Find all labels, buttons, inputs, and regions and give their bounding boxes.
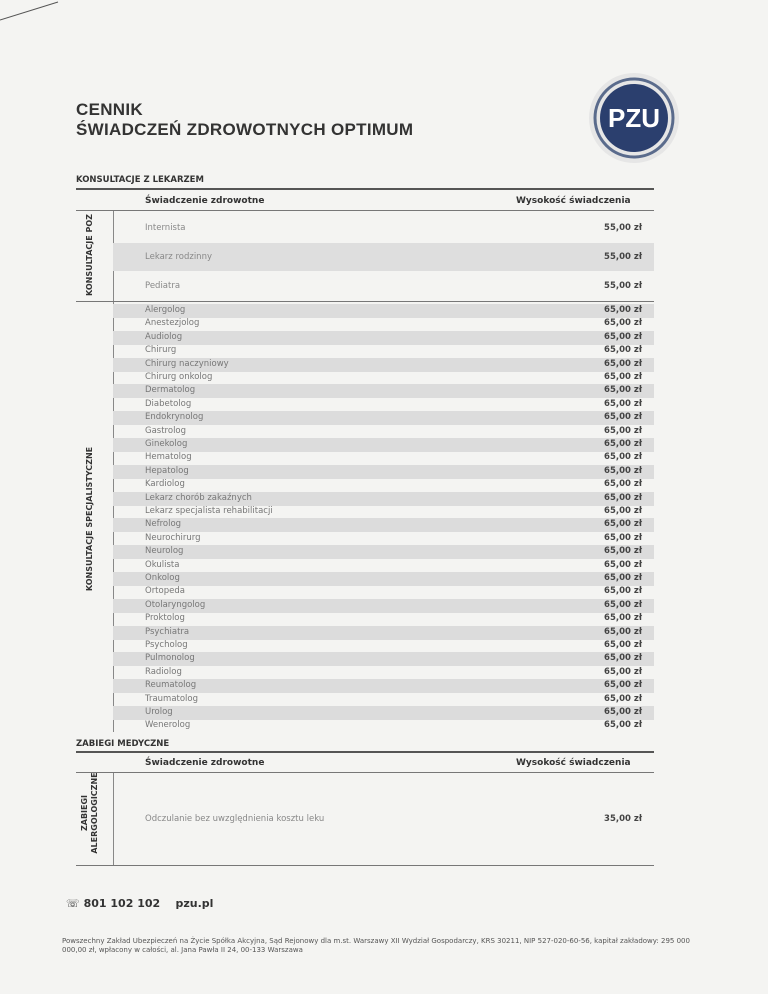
table-row <box>113 344 654 358</box>
procedure-price: 35,00 zł <box>604 814 642 824</box>
table-row <box>113 438 654 452</box>
table-row <box>113 492 654 506</box>
table-row <box>113 679 654 693</box>
section-rule <box>76 188 654 190</box>
service-name: Kardiolog <box>145 479 185 490</box>
procedure-row <box>113 805 654 833</box>
service-price: 65,00 zł <box>604 412 642 423</box>
table-row <box>113 465 654 479</box>
service-price: 65,00 zł <box>604 599 642 610</box>
service-price: 65,00 zł <box>604 707 642 717</box>
service-name: Onkolog <box>145 573 180 583</box>
table-row <box>113 666 654 680</box>
column-header-price: Wysokość świadczenia <box>516 196 631 206</box>
column-header-price-2: Wysokość świadczenia <box>516 758 631 768</box>
table-row <box>113 214 654 242</box>
table-row <box>113 478 654 492</box>
service-price: 65,00 zł <box>604 720 642 731</box>
service-name: Ortopeda <box>145 586 185 597</box>
side-label-specialist: KONSULTACJE SPECJALISTYCZNE <box>85 446 94 592</box>
service-name: Pediatra <box>145 281 181 291</box>
table-row <box>113 612 654 626</box>
table-row <box>113 371 654 385</box>
service-price: 65,00 zł <box>604 640 642 650</box>
table-row <box>113 706 654 720</box>
service-price: 65,00 zł <box>604 452 642 463</box>
service-name: Endokrynolog <box>145 412 204 423</box>
table-row <box>113 331 654 345</box>
table-row <box>113 451 654 465</box>
phone-icon: ☏ <box>66 897 80 910</box>
service-price: 65,00 zł <box>604 680 642 691</box>
service-name: Chirurg onkolog <box>145 372 213 382</box>
service-price: 55,00 zł <box>604 281 642 291</box>
service-name: Hematolog <box>145 452 192 463</box>
service-price: 65,00 zł <box>604 372 642 382</box>
procedures-bottom-rule <box>76 865 654 866</box>
pzu-logo <box>588 72 680 164</box>
service-price: 65,00 zł <box>604 492 642 503</box>
service-name: Reumatolog <box>145 680 197 691</box>
service-name: Okulista <box>145 559 180 570</box>
footer-contact <box>66 897 213 910</box>
service-name: Ginekolog <box>145 439 188 449</box>
service-name: Internista <box>145 223 186 233</box>
service-name: Traumatolog <box>145 693 199 704</box>
service-price: 55,00 zł <box>604 252 642 262</box>
service-price: 65,00 zł <box>604 519 642 530</box>
service-name: Chirurg naczyniowy <box>145 358 229 369</box>
table-row <box>113 505 654 519</box>
service-name: Chirurg <box>145 345 177 356</box>
side-label-allergology-1: ZABIEGI <box>80 794 89 832</box>
service-price: 65,00 zł <box>604 465 642 476</box>
service-price: 65,00 zł <box>604 439 642 449</box>
table-row <box>113 243 654 271</box>
table-row <box>113 639 654 653</box>
service-name: Psycholog <box>145 640 188 650</box>
procedure-name: Odczulanie bez uwzględnienia kosztu leku <box>145 814 325 824</box>
service-price: 65,00 zł <box>604 666 642 677</box>
side-label-allergology-2: ALERGOLOGICZNE <box>90 772 99 854</box>
service-name: Hepatolog <box>145 465 189 476</box>
phone-number: 801 102 102 <box>83 897 161 910</box>
service-name: Proktolog <box>145 613 185 624</box>
service-name: Lekarz chorób zakaźnych <box>145 492 252 503</box>
service-name: Gastrolog <box>145 425 187 436</box>
service-name: Urolog <box>145 707 173 717</box>
table-row <box>113 572 654 586</box>
title-line-1: CENNIK <box>76 100 143 119</box>
service-price: 65,00 zł <box>604 358 642 369</box>
poz-bottom-rule <box>76 301 654 302</box>
table-row <box>113 559 654 573</box>
service-name: Neurochirurg <box>145 532 201 543</box>
header-rule <box>76 210 654 211</box>
service-name: Pulmonolog <box>145 653 195 664</box>
service-name: Nefrolog <box>145 519 182 530</box>
service-name: Lekarz specjalista rehabilitacji <box>145 506 273 516</box>
table-row <box>113 652 654 666</box>
service-name: Audiolog <box>145 331 183 342</box>
side-label-poz: KONSULTACJE POZ <box>85 214 94 296</box>
table-row <box>113 719 654 733</box>
service-name: Neurolog <box>145 546 184 557</box>
table-row <box>113 599 654 613</box>
column-header-service: Świadczenie zdrowotne <box>145 196 265 206</box>
service-name: Radiolog <box>145 666 182 677</box>
service-price: 65,00 zł <box>604 398 642 409</box>
service-price: 65,00 zł <box>604 345 642 356</box>
svg-text:PZU: PZU <box>608 103 660 133</box>
service-price: 65,00 zł <box>604 613 642 624</box>
service-price: 65,00 zł <box>604 559 642 570</box>
service-price: 65,00 zł <box>604 573 642 583</box>
table-row <box>113 425 654 439</box>
column-header-service-2: Świadczenie zdrowotne <box>145 758 265 768</box>
service-price: 65,00 zł <box>604 693 642 704</box>
side-label-allergology <box>80 763 100 863</box>
service-name: Anestezjolog <box>145 318 200 329</box>
service-price: 65,00 zł <box>604 385 642 396</box>
service-price: 65,00 zł <box>604 331 642 342</box>
service-price: 65,00 zł <box>604 653 642 664</box>
table-row <box>113 317 654 331</box>
table-row <box>113 545 654 559</box>
table-row <box>113 411 654 425</box>
table-row <box>113 272 654 300</box>
service-price: 65,00 zł <box>604 626 642 637</box>
service-price: 65,00 zł <box>604 425 642 436</box>
service-name: Lekarz rodzinny <box>145 252 212 262</box>
title-line-2: ŚWIADCZEŃ ZDROWOTNYCH OPTIMUM <box>76 120 414 139</box>
service-name: Otolaryngolog <box>145 599 206 610</box>
table-row <box>113 384 654 398</box>
section-heading-procedures: ZABIEGI MEDYCZNE <box>76 739 170 749</box>
table-row <box>113 585 654 599</box>
section-heading-consultations: KONSULTACJE Z LEKARZEM <box>76 175 204 185</box>
table-row <box>113 304 654 318</box>
table-row <box>113 358 654 372</box>
service-name: Dermatolog <box>145 385 196 396</box>
service-price: 65,00 zł <box>604 506 642 516</box>
table-row <box>113 693 654 707</box>
table-row <box>113 532 654 546</box>
scan-mark <box>0 0 60 22</box>
header-rule-2 <box>76 772 654 773</box>
table-row <box>113 518 654 532</box>
service-name: Psychiatra <box>145 626 190 637</box>
table-row <box>113 626 654 640</box>
service-price: 65,00 zł <box>604 546 642 557</box>
service-price: 65,00 zł <box>604 532 642 543</box>
website: pzu.pl <box>175 897 214 910</box>
service-name: Diabetolog <box>145 398 192 409</box>
service-price: 65,00 zł <box>604 586 642 597</box>
table-row <box>113 398 654 412</box>
legal-text: Powszechny Zakład Ubezpieczeń na Życie Spółka Akcyjna, Sąd Rejonowy dla m.st. Warszawy XII Wydział Gospodarczy, KRS 30211, NIP 527-020-60-56, kapitał zakładowy: 295 000 000,00 zł, wpłacony w całości, al. Jana Pawła II 24, 00-133 Warszawa <box>62 937 690 954</box>
document-title <box>76 100 413 140</box>
service-price: 65,00 zł <box>604 479 642 490</box>
service-name: Wenerolog <box>145 720 191 731</box>
section2-rule <box>76 751 654 753</box>
service-price: 65,00 zł <box>604 305 642 315</box>
service-price: 55,00 zł <box>604 223 642 233</box>
service-price: 65,00 zł <box>604 318 642 329</box>
service-name: Alergolog <box>145 305 186 315</box>
